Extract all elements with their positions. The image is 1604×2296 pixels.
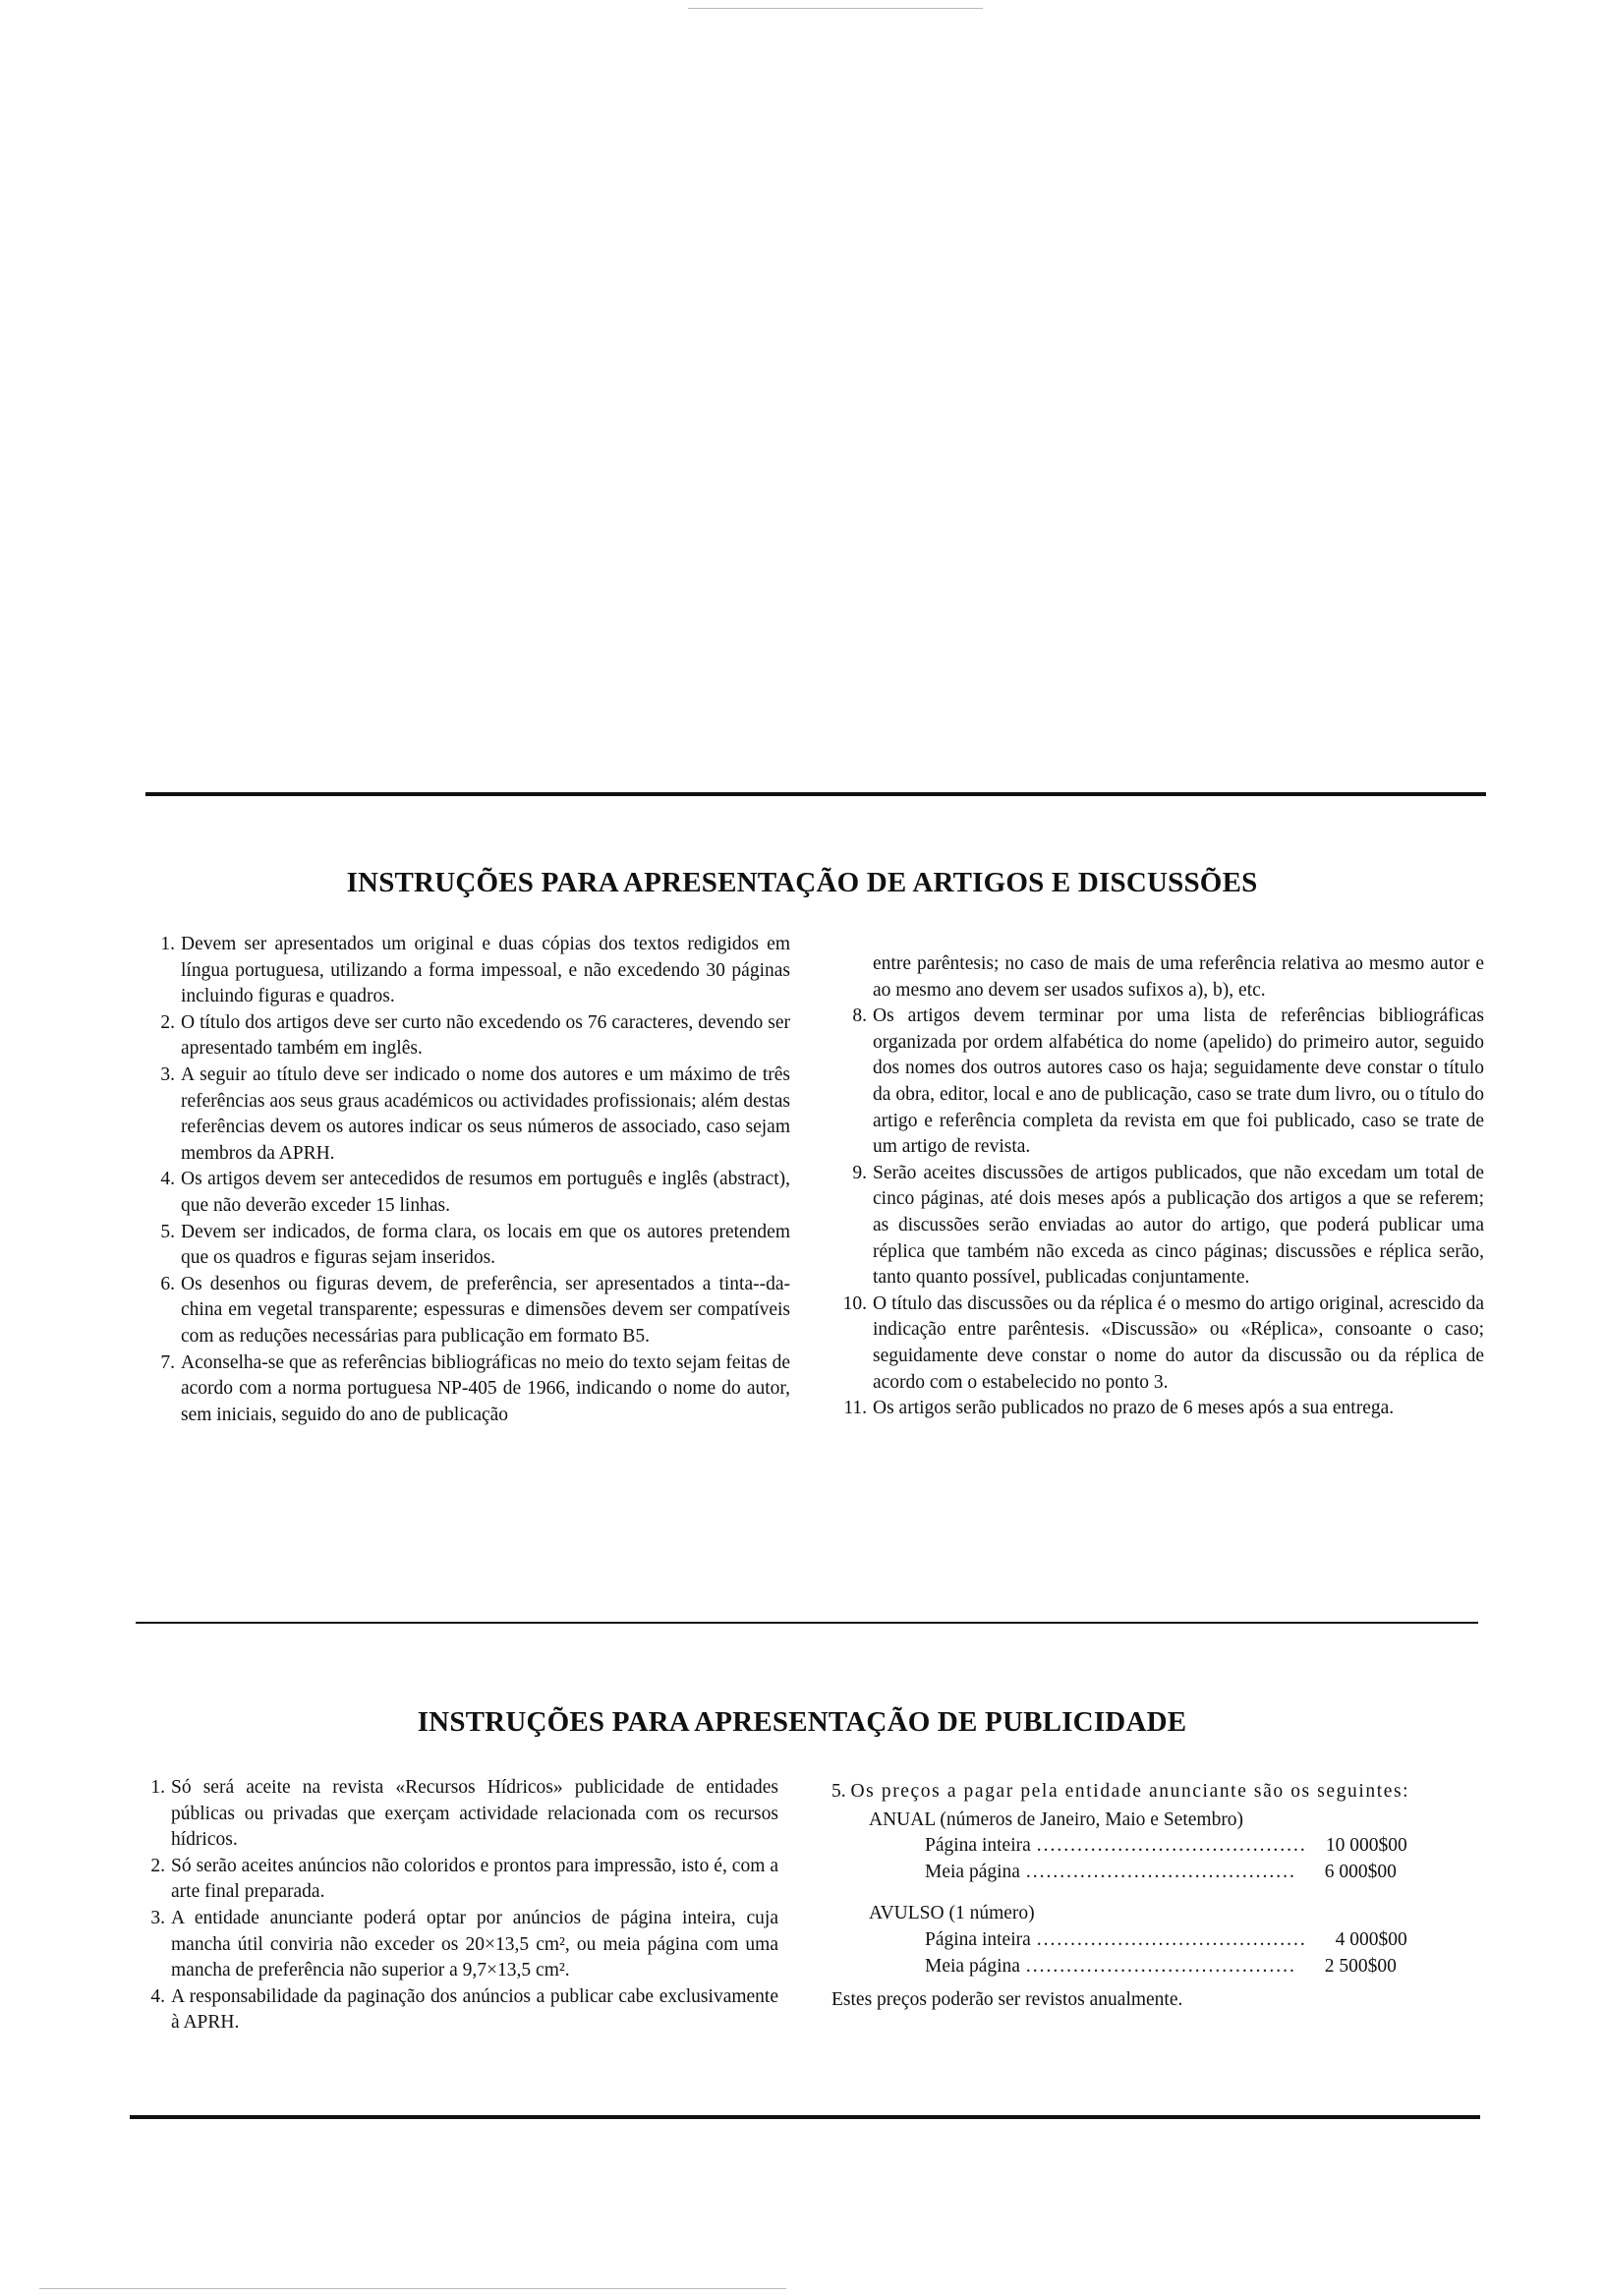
item-number: 4.: [150, 1985, 165, 2007]
item-number: 5.: [160, 1221, 175, 1242]
section-title-publicidade: INSTRUÇÕES PARA APRESENTAÇÃO DE PUBLICIDADE: [417, 1706, 1187, 1738]
item-number: 1.: [160, 934, 175, 954]
artigos-right-list: [842, 1004, 1484, 1422]
single-heading: AVULSO (1 número): [869, 1903, 1035, 1924]
item-number: 2.: [150, 1855, 165, 1876]
dot-leader: ........................................: [1036, 1928, 1307, 1950]
item-number: 3.: [150, 1907, 165, 1928]
item-text: A seguir ao título deve ser indicado o nome dos autores e um máximo de três referências aos seus graus académicos ou actividades profissionais; além destas referências devem os autores indicar os seus números de associado, caso sejam membros da APRH.: [181, 1063, 790, 1164]
item-text: O título dos artigos deve ser curto não excedendo os 76 caracteres, devendo ser apresentado também em inglês.: [181, 1011, 790, 1060]
item-text: Só serão aceites anúncios não coloridos e prontos para impressão, isto é, com a arte final preparada.: [171, 1855, 778, 1903]
item-text: Os artigos devem terminar por uma lista de referências bibliográficas organizada por ordem alfabética do nome (apelido) do primeiro autor, seguido dos nomes dos outros autores caso os haja; seguidamente deve constar o título da obra, editor, local e ano de publicação, caso se trate dum livro, ou o título do artigo e referência completa da revista em que foi publicado, caso se trate de um artigo de revista.: [873, 1005, 1484, 1158]
publicidade-right-column: [831, 1779, 1480, 2014]
artigos-left-list: [157, 932, 790, 1428]
list-item: [849, 1161, 1484, 1292]
price-row: [831, 1860, 1397, 1886]
list-item: [157, 1062, 790, 1167]
list-item: [843, 1396, 1484, 1422]
list-item: [849, 1004, 1484, 1161]
price-value: 4 000$00: [1335, 1928, 1407, 1950]
item-text: A responsabilidade da paginação dos anúncios a publicar cabe exclusivamente à APRH.: [171, 1985, 778, 2034]
price-label: Meia página: [925, 1861, 1020, 1882]
price-note: Estes preços poderão ser revistos anualmente.: [831, 1989, 1183, 2011]
item-text: Os artigos devem ser antecedidos de resumos em português e inglês (abstract), que não deverão exceder 15 linhas.: [181, 1169, 790, 1216]
item-text: Os desenhos ou figuras devem, de preferência, ser apresentados a tinta--da-china em vegetal transparente; espessuras e dimensões devem ser compatíveis com as reduções necessárias para publicação em formato B5.: [181, 1273, 790, 1347]
item-text: Serão aceites discussões de artigos publicados, que não excedam um total de cinco páginas, até dois meses após a publicação dos artigos a que se referem; as discussões serão enviadas ao autor do artigo, que poderá publicar uma réplica que também não exceda as cinco páginas; discussões e réplica serão, tanto quanto possível, publicadas conjuntamente.: [873, 1162, 1484, 1289]
top-rule: [145, 792, 1486, 796]
publicidade-left-column: [147, 1775, 778, 2037]
price-label: Página inteira: [925, 1928, 1031, 1950]
dot-leader: ........................................: [1025, 1955, 1296, 1977]
item-number: 11.: [843, 1398, 867, 1419]
price-value: 2 500$00: [1324, 1955, 1397, 1977]
price-value: 10 000$00: [1325, 1835, 1407, 1857]
item-text: Só será aceite na revista «Recursos Hídricos» publicidade de entidades públicas ou privadas que exerçam actividade relacionada com os recursos hídricos.: [171, 1777, 778, 1851]
item-number: 5.: [831, 1781, 846, 1802]
dot-leader: ........................................: [1025, 1861, 1296, 1882]
item-text: Devem ser apresentados um original e duas cópias dos textos redigidos em língua portuguesa, utilizando a forma impessoal, e não excedendo 30 páginas incluindo figuras e quadros.: [181, 934, 790, 1007]
price-value: 6 000$00: [1324, 1861, 1397, 1882]
bottom-rule: [130, 2115, 1480, 2119]
price-label: Meia página: [925, 1955, 1020, 1977]
list-item: [157, 1350, 790, 1429]
list-item: [147, 1906, 778, 1984]
list-item: [157, 1010, 790, 1062]
list-item: [147, 1984, 778, 2037]
list-item: [157, 1220, 790, 1272]
item-text: Os preços a pagar pela entidade anunciante são os seguintes:: [850, 1781, 1410, 1802]
item-number: 4.: [160, 1169, 175, 1190]
list-item: [157, 1272, 790, 1350]
item-text: Devem ser indicados, de forma clara, os locais em que os autores pretendem que os quadros e figuras sejam inseridos.: [181, 1221, 790, 1269]
item-number: 6.: [160, 1273, 175, 1294]
item-text: Os artigos serão publicados no prazo de 6 meses após a sua entrega.: [873, 1398, 1395, 1419]
list-item: [147, 1775, 778, 1854]
continued-text: entre parêntesis; no caso de mais de uma referência relativa ao mesmo autor e ao mesmo ano devem ser usados sufixos a), b), etc.: [873, 953, 1484, 1001]
item-number: 10.: [842, 1292, 867, 1314]
item-number: 9.: [852, 1162, 867, 1183]
section-title-artigos: INSTRUÇÕES PARA APRESENTAÇÃO DE ARTIGOS E DISCUSSÕES: [346, 867, 1258, 898]
dot-leader: ........................................: [1036, 1835, 1307, 1857]
list-item: [147, 1854, 778, 1906]
list-item: [157, 1167, 790, 1219]
scan-artifact: [39, 2288, 786, 2289]
price-label: Página inteira: [925, 1835, 1031, 1857]
item-number: 8.: [852, 1005, 867, 1027]
scan-artifact: [688, 8, 983, 9]
annual-heading: ANUAL (números de Janeiro, Maio e Setembro): [869, 1808, 1244, 1830]
item-number: 1.: [150, 1777, 165, 1798]
item-number: 3.: [160, 1063, 175, 1085]
item-number: 2.: [160, 1011, 175, 1033]
price-row: [831, 1833, 1407, 1860]
price-row: [831, 1954, 1397, 1980]
item-text: Aconselha-se que as referências bibliográficas no meio do texto sejam feitas de acordo com a norma portuguesa NP-405 de 1966, indicando o nome do autor, sem iniciais, seguido do ano de publicação: [181, 1351, 790, 1425]
list-item: [157, 932, 790, 1010]
item-text: O título das discussões ou da réplica é o mesmo do artigo original, acrescido da indicação entre parêntesis. «Discussão» ou «Réplica», consoante o caso; seguidamente deve constar o nome do autor da discussão ou da réplica de acordo com o estabelecido no ponto 3.: [873, 1292, 1484, 1393]
item-number: 7.: [160, 1351, 175, 1373]
artigos-right-column: [842, 951, 1484, 1422]
list-item: [842, 1292, 1484, 1396]
artigos-left-column: [157, 932, 790, 1428]
price-intro: [831, 1779, 1480, 1806]
publicidade-left-list: [147, 1775, 778, 2037]
middle-rule: [136, 1622, 1478, 1624]
price-row: [831, 1927, 1407, 1954]
item-text: A entidade anunciante poderá optar por anúncios de página inteira, cuja mancha útil conviria não exceder os 20×13,5 cm², ou meia página com uma mancha de preferência não superior a 9,7×13,5 cm².: [171, 1907, 778, 1981]
